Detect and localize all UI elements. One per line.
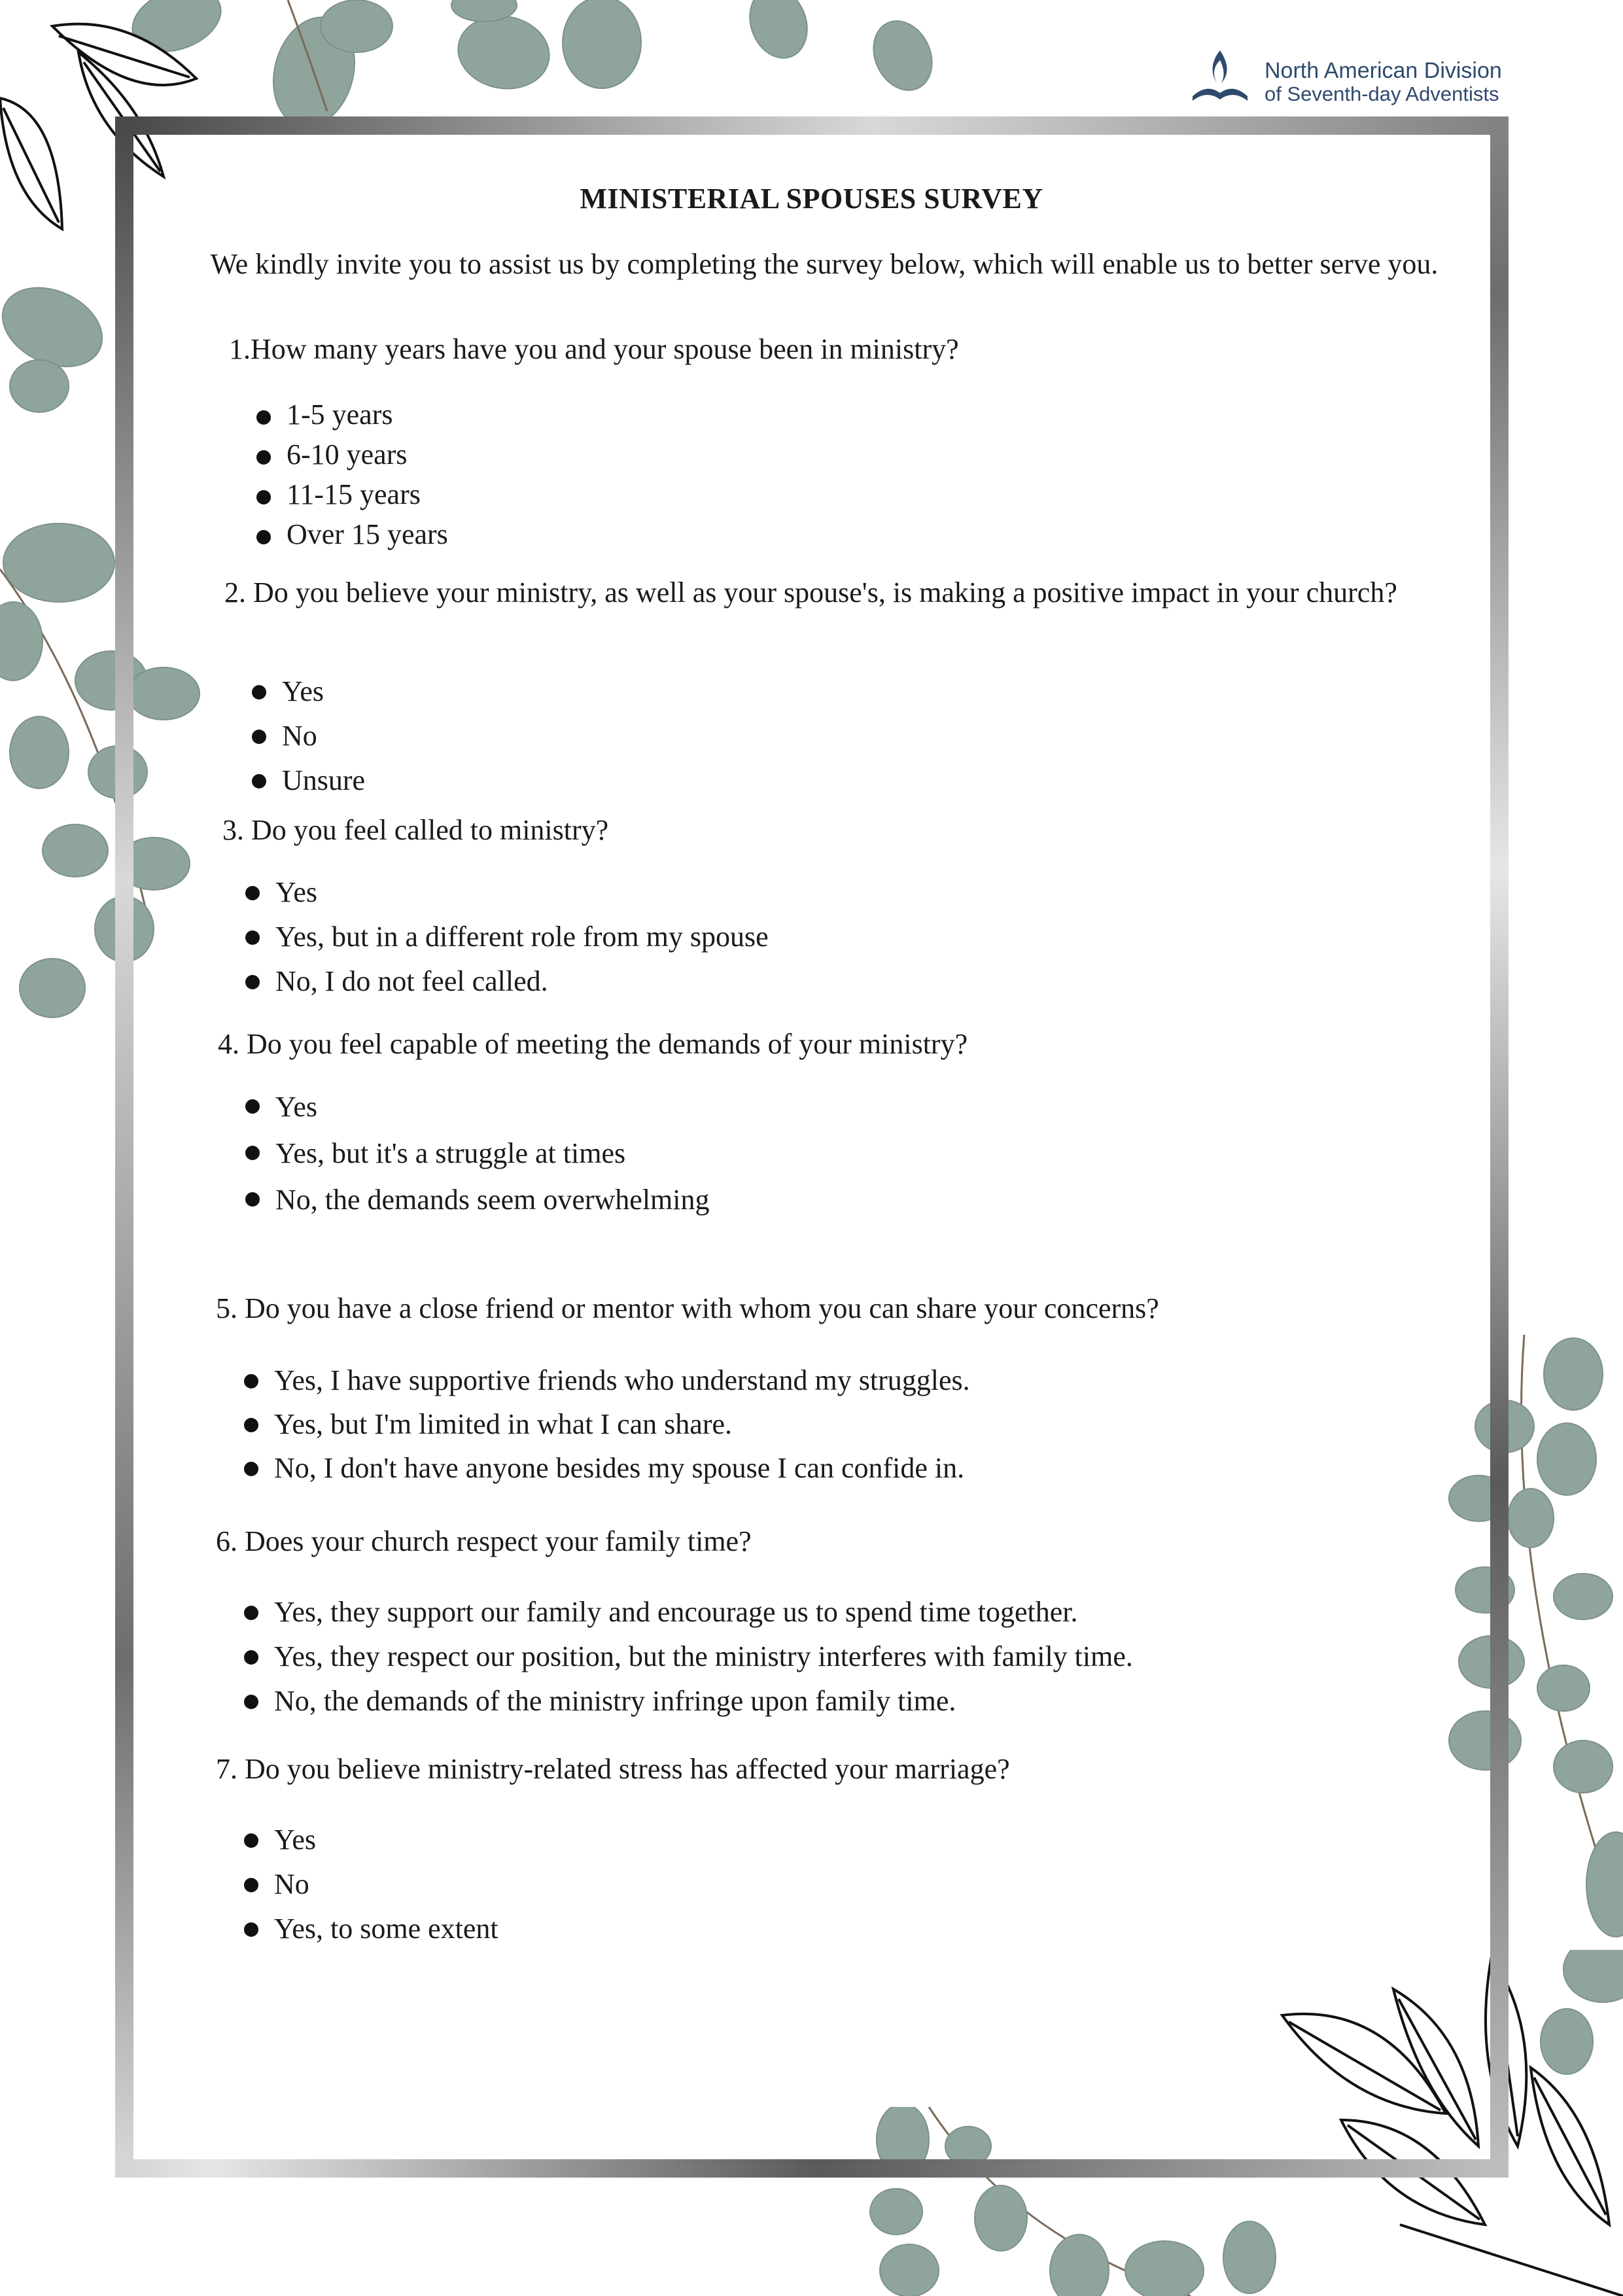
option-item: Over 15 years [256, 514, 448, 554]
question-6: 6. Does your church respect your family time? [216, 1525, 752, 1557]
option-item: No, I don't have anyone besides my spouse I can confide in. [244, 1446, 970, 1490]
option-item: Yes, they support our family and encourage us to spend time together. [244, 1590, 1133, 1634]
question-3: 3. Do you feel called to ministry? [222, 814, 609, 846]
option-item: Yes, but it's a struggle at times [245, 1130, 710, 1176]
options-question-4 [245, 1084, 710, 1223]
organization-logo [1187, 44, 1514, 110]
option-item: No [244, 1862, 498, 1907]
option-item: Yes [245, 870, 769, 915]
sda-flame-bible-icon [1187, 47, 1253, 106]
question-4: 4. Do you feel capable of meeting the demands of your ministry? [218, 1028, 968, 1060]
question-5: 5. Do you have a close friend or mentor with whom you can share your concerns? [216, 1292, 1159, 1324]
option-item: Yes, they respect our position, but the ministry interferes with family time. [244, 1634, 1133, 1679]
page-title: MINISTERIAL SPOUSES SURVEY [580, 183, 1043, 215]
options-question-1 [256, 395, 448, 554]
options-question-6 [244, 1590, 1133, 1723]
options-question-7 [244, 1818, 498, 1951]
options-question-2 [252, 669, 365, 803]
logo-line-1: North American Division [1265, 58, 1502, 83]
option-item: 11-15 years [256, 474, 448, 514]
intro-text: We kindly invite you to assist us by completing the survey below, which will enable us to better serve you. [210, 248, 1439, 280]
option-item: Yes [252, 669, 365, 714]
option-item: Unsure [252, 758, 365, 803]
option-item: Yes, but in a different role from my spouse [245, 915, 769, 959]
question-1: 1.How many years have you and your spouse been in ministry? [229, 333, 959, 365]
options-question-3 [245, 870, 769, 1004]
option-item: 1-5 years [256, 395, 448, 434]
logo-line-2: of Seventh-day Adventists [1265, 82, 1499, 105]
option-item: Yes, I have supportive friends who understand my struggles. [244, 1358, 970, 1402]
option-item: Yes, to some extent [244, 1907, 498, 1951]
option-item: No, I do not feel called. [245, 959, 769, 1004]
option-item: No, the demands seem overwhelming [245, 1176, 710, 1223]
question-7: 7. Do you believe ministry-related stress has affected your marriage? [216, 1753, 1010, 1785]
option-item: Yes [244, 1818, 498, 1862]
option-item: No [252, 714, 365, 758]
option-item: Yes [245, 1084, 710, 1130]
options-question-5 [244, 1358, 970, 1490]
option-item: No, the demands of the ministry infringe upon family time. [244, 1679, 1133, 1723]
option-item: 6-10 years [256, 434, 448, 474]
question-2: 2. Do you believe your ministry, as well as your spouse's, is making a positive impact in your church? [224, 576, 1397, 609]
option-item: Yes, but I'm limited in what I can share. [244, 1402, 970, 1446]
